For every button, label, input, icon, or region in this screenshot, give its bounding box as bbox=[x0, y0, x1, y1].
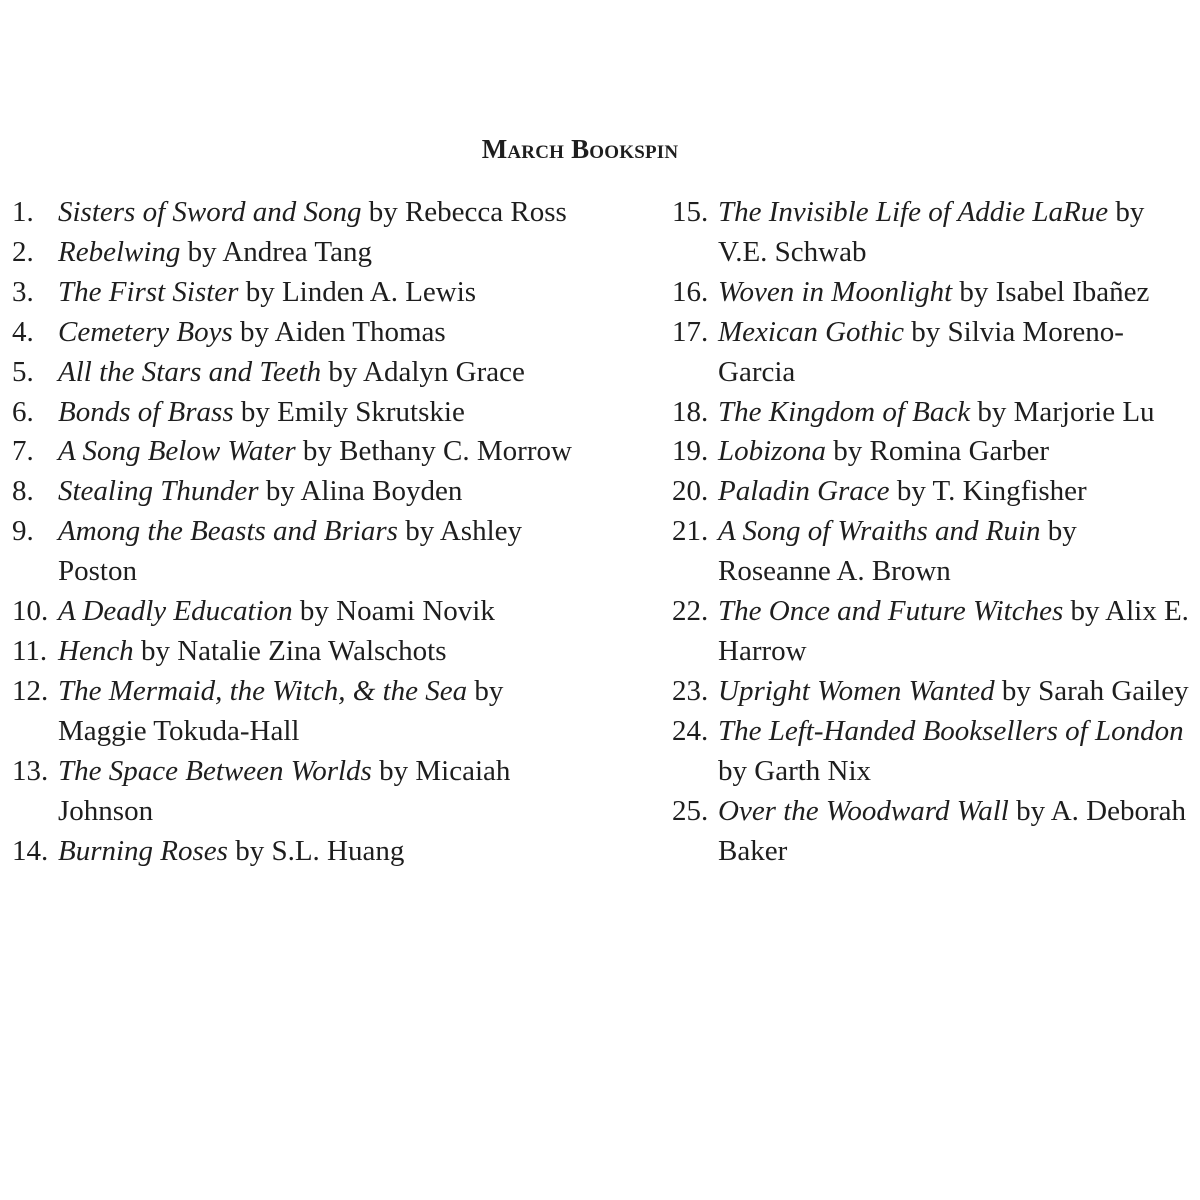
list-item bbox=[672, 313, 1192, 393]
list-item bbox=[12, 752, 587, 832]
book-author: by Aiden Thomas bbox=[240, 315, 446, 348]
book-author: by Alix E. Harrow bbox=[718, 595, 1189, 667]
list-item bbox=[672, 432, 1192, 472]
book-author: by Adalyn Grace bbox=[328, 355, 525, 388]
book-author: by Garth Nix bbox=[718, 754, 872, 787]
item-number: 24. bbox=[672, 714, 709, 747]
book-author: by Bethany C. Morrow bbox=[302, 435, 572, 468]
book-author: by Sarah Gailey bbox=[1001, 674, 1189, 707]
list-item bbox=[672, 193, 1192, 273]
book-author: by Silvia Moreno-Garcia bbox=[718, 315, 1124, 388]
list-item bbox=[672, 792, 1192, 872]
item-number: 2. bbox=[12, 235, 34, 268]
book-title: Cemetery Boys bbox=[58, 315, 233, 348]
document-title: March Bookspin bbox=[481, 134, 679, 164]
item-number: 25. bbox=[672, 794, 709, 827]
book-list-right bbox=[672, 193, 1192, 871]
item-number: 1. bbox=[12, 196, 34, 228]
book-title: The Invisible Life of Addie LaRue bbox=[718, 196, 1109, 228]
item-number: 20. bbox=[672, 475, 709, 508]
book-title: Hench bbox=[58, 634, 134, 667]
item-number: 12. bbox=[12, 674, 49, 707]
list-item bbox=[12, 193, 587, 233]
item-number: 16. bbox=[672, 275, 709, 308]
book-author: by S.L. Huang bbox=[235, 834, 405, 867]
item-number: 13. bbox=[12, 754, 49, 787]
list-item bbox=[672, 472, 1192, 512]
list-item bbox=[12, 353, 587, 393]
book-title: The Once and Future Witches bbox=[718, 595, 1064, 628]
item-number: 22. bbox=[672, 595, 709, 628]
item-number: 19. bbox=[672, 435, 709, 468]
book-title: All the Stars and Teeth bbox=[58, 355, 322, 388]
book-title: Upright Women Wanted bbox=[718, 674, 995, 707]
book-author: by A. Deborah Baker bbox=[718, 794, 1186, 867]
book-title: Woven in Moonlight bbox=[718, 275, 953, 308]
list-item bbox=[672, 273, 1192, 313]
book-title: Paladin Grace bbox=[718, 475, 890, 508]
item-number: 21. bbox=[672, 515, 709, 548]
book-author: by Marjorie Lu bbox=[977, 395, 1155, 428]
item-number: 11. bbox=[12, 634, 48, 667]
book-author: by Alina Boyden bbox=[265, 475, 463, 508]
book-author: by Noami Novik bbox=[299, 595, 495, 628]
item-number: 15. bbox=[672, 196, 709, 228]
list-item bbox=[12, 632, 587, 672]
item-number: 7. bbox=[12, 435, 34, 468]
book-title: A Song of Wraiths and Ruin bbox=[718, 515, 1041, 548]
item-number: 3. bbox=[12, 275, 34, 308]
item-number: 8. bbox=[12, 475, 34, 508]
book-list-left bbox=[12, 193, 587, 871]
book-author: by Andrea Tang bbox=[187, 235, 372, 268]
book-author: by Romina Garber bbox=[833, 435, 1050, 468]
list-item bbox=[12, 672, 587, 752]
book-title: Bonds of Brass bbox=[58, 395, 234, 428]
book-title: A Deadly Education bbox=[58, 595, 293, 628]
book-title: Among the Beasts and Briars bbox=[58, 515, 398, 548]
book-author: by Linden A. Lewis bbox=[245, 275, 477, 308]
book-author: by Emily Skrutskie bbox=[240, 395, 465, 428]
item-number: 4. bbox=[12, 315, 34, 348]
book-title: The Space Between Worlds bbox=[58, 754, 372, 787]
list-item bbox=[672, 712, 1192, 792]
book-title: The Left-Handed Booksellers of London bbox=[718, 714, 1184, 747]
item-number: 9. bbox=[12, 515, 34, 548]
book-title: Burning Roses bbox=[58, 834, 228, 867]
item-number: 5. bbox=[12, 355, 34, 388]
book-author: by Isabel Ibañez bbox=[959, 275, 1150, 308]
book-author: by Micaiah Johnson bbox=[58, 754, 511, 827]
book-title: Mexican Gothic bbox=[718, 315, 905, 348]
list-item bbox=[12, 592, 587, 632]
book-author: by Ashley Poston bbox=[58, 515, 522, 588]
list-item bbox=[12, 273, 587, 313]
book-title: The Kingdom of Back bbox=[718, 395, 971, 428]
list-item bbox=[12, 233, 587, 273]
list-item bbox=[672, 393, 1192, 433]
book-title: Rebelwing bbox=[58, 235, 181, 268]
book-title: A Song Below Water bbox=[58, 435, 296, 468]
list-item bbox=[12, 432, 587, 472]
list-item bbox=[672, 672, 1192, 712]
book-title: Lobizona bbox=[718, 435, 826, 468]
book-title: Stealing Thunder bbox=[58, 475, 259, 508]
list-item bbox=[12, 393, 587, 433]
book-title: The First Sister bbox=[58, 275, 239, 308]
list-item bbox=[12, 832, 587, 872]
list-item bbox=[12, 472, 587, 512]
item-number: 18. bbox=[672, 395, 709, 428]
item-number: 17. bbox=[672, 315, 709, 348]
list-item bbox=[12, 512, 587, 592]
book-author: by Rebecca Ross bbox=[368, 196, 567, 228]
book-author: by Natalie Zina Walschots bbox=[140, 634, 447, 667]
book-author: by Maggie Tokuda-Hall bbox=[58, 674, 504, 747]
list-item bbox=[672, 592, 1192, 672]
item-number: 14. bbox=[12, 834, 49, 867]
book-author: by Roseanne A. Brown bbox=[718, 515, 1077, 588]
book-author: by V.E. Schwab bbox=[718, 196, 1145, 268]
book-title: Over the Woodward Wall bbox=[718, 794, 1009, 827]
book-title: The Mermaid, the Witch, & the Sea bbox=[58, 674, 468, 707]
item-number: 6. bbox=[12, 395, 34, 428]
book-author: by T. Kingfisher bbox=[896, 475, 1087, 508]
list-item bbox=[12, 313, 587, 353]
book-title: Sisters of Sword and Song bbox=[58, 196, 362, 228]
item-number: 10. bbox=[12, 595, 49, 628]
item-number: 23. bbox=[672, 674, 709, 707]
list-item bbox=[672, 512, 1192, 592]
